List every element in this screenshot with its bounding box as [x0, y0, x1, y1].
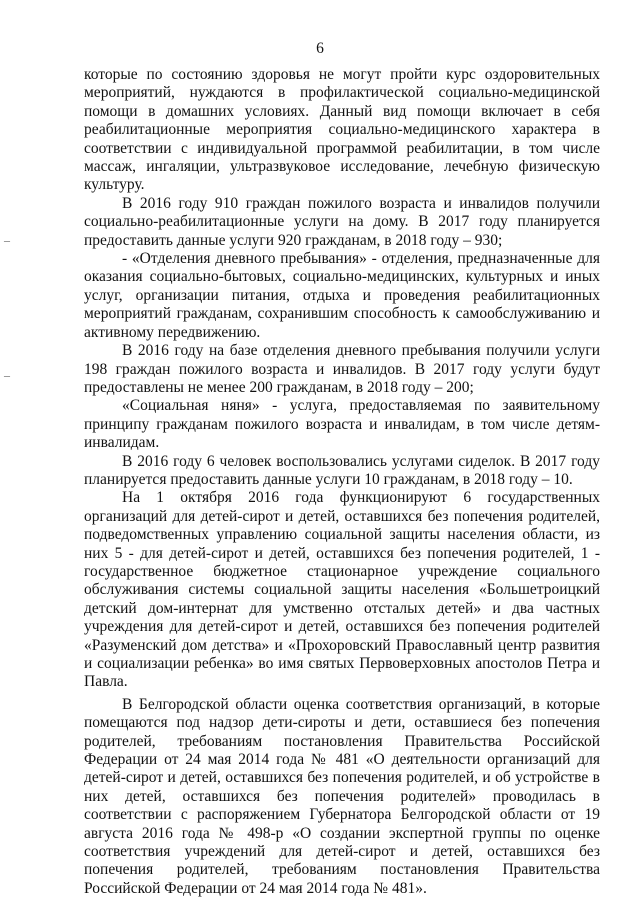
paragraph-compliance-assessment: В Белгородской области оценка соответствия организаций, в которые помещаются под надзор дети-сироты и дети, оставшиеся без попечения родителей, требованиям постановления Правительства Российской Федерации от 24 мая 2014 года № 481 «О деятельности организаций для детей-сирот и детей, оставшихся без попечения родителей, и об устройстве в них детей, оставшихся без попечения родителей» проводилась в соответствии с распоряжением Губернатора Белгородской области от 19 августа 2016 года № 498-р «О создании экспертной группы по оценке соответствия учреждений для детей-сирот и детей, оставшихся без попечения родителей, требованиям постановления Правительства Российской Федерации от 24 мая 2014 года № 481».	[84, 695, 600, 897]
paragraph-home-services-stats: В 2016 году 910 граждан пожилого возраста и инвалидов получили социально-реабилитационные услуги на дому. В 2017 году планируется предоставить данные услуги 920 гражданам, в 2018 году – 930;	[84, 194, 600, 249]
paragraph-caregiver-stats: В 2016 году 6 человек воспользовались услугами сиделок. В 2017 году планируется предоставить данные услуги 10 гражданам, в 2018 году – 10.	[84, 452, 600, 488]
paragraph-rehab-services: которые по состоянию здоровья не могут пройти курс оздоровительных мероприятий, нуждаются в профилактической социально-медицинской помощи в домашних условиях. Данный вид помощи включает в себя реабилитационные мероприятия социально-медицинского характера в соответствии с индивидуальной программой реабилитации, в том числе массаж, ингаляции, ультразвуковое исследование, лечебную физическую культуру.	[84, 66, 600, 194]
paragraph-day-care-departments: - «Отделения дневного пребывания» - отделения, предназначенные для оказания социально-бытовых, социально-медицинских, культурных и иных услуг, организации питания, отдыха и проведения реабилитационных мероприятий гражданам, сохранившим способность к самообслуживанию и активному передвижению.	[84, 250, 600, 341]
margin-mark: –	[4, 233, 10, 247]
paragraph-social-nanny: «Социальная няня» - услуга, предоставляемая по заявительному принципу гражданам пожилого возраста и инвалидам, в том числе детям-инвалидам.	[84, 397, 600, 452]
margin-mark: –	[4, 368, 10, 382]
paragraph-day-care-stats: В 2016 году на базе отделения дневного пребывания получили услуги 198 граждан пожилого возраста и инвалидов. В 2017 году услуги будут предоставлены не менее 200 гражданам, в 2018 году – 200;	[84, 342, 600, 396]
document-body	[84, 66, 600, 898]
page-number: 6	[316, 40, 324, 57]
paragraph-orphan-organizations: На 1 октября 2016 года функционируют 6 государственных организаций для детей-сирот и детей, оставшихся без попечения родителей, подведомственных управлению социальной защиты населения области, из них 5 - для детей-сирот и детей, оставшихся без попечения родителей, 1 - государственное бюджетное стационарное учреждение социального обслуживания системы социальной защиты населения «Большетроицкий детский дом-интернат для умственно отсталых детей» и два частных учреждения для детей-сирот и детей, оставшихся без попечения родителей «Разуменский дом детства» и «Прохоровский Православный центр развития и социализации ребенка» во имя святых Первоверховных апостолов Петра и Павла.	[84, 489, 600, 691]
